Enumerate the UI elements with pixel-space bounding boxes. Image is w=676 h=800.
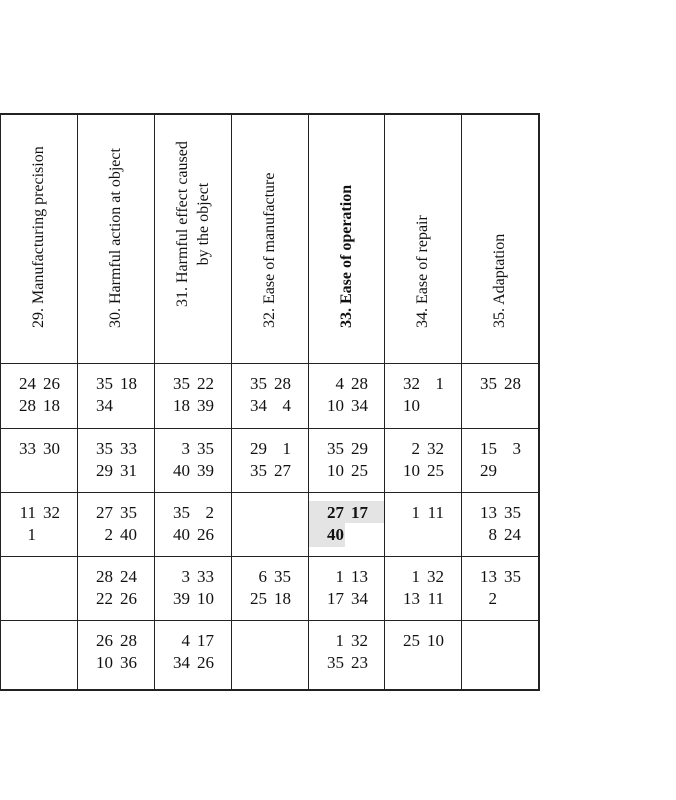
matrix-cell-number: 18 [43, 396, 60, 415]
matrix-cell-number: 10 [403, 396, 420, 415]
matrix-cell-number: 2 [104, 525, 113, 544]
matrix-cell [77, 492, 154, 556]
matrix-cell [0, 428, 77, 492]
matrix-cell-number: 35 [96, 439, 113, 458]
matrix-cell-number: 8 [488, 525, 497, 544]
matrix-cell-number: 17 [327, 589, 344, 608]
matrix-cell [308, 428, 384, 492]
matrix-cell-number: 18 [120, 374, 137, 393]
column-header [231, 113, 308, 363]
column-header [308, 113, 384, 363]
matrix-cell-number: 1 [411, 567, 420, 586]
matrix-cell-number: 28 [351, 374, 368, 393]
column-header-label [28, 146, 49, 328]
matrix-cell-number: 39 [197, 396, 214, 415]
matrix-cell-number: 32 [403, 374, 420, 393]
matrix-cell-number: 35 [96, 374, 113, 393]
matrix-cell [154, 620, 231, 686]
column-header-line: 30. Harmful action at object [107, 148, 124, 328]
matrix-cell-number: 24 [504, 525, 521, 544]
matrix-cell-number: 2 [411, 439, 420, 458]
matrix-cell-number: 18 [274, 589, 291, 608]
matrix-cell-number: 32 [427, 567, 444, 586]
column-header-label [489, 234, 510, 328]
column-header [154, 113, 231, 363]
matrix-cell-number: 28 [19, 396, 36, 415]
matrix-cell [231, 428, 308, 492]
matrix-cell-number: 25 [403, 631, 420, 650]
matrix-cell-number: 40 [173, 525, 190, 544]
matrix-cell-number: 28 [120, 631, 137, 650]
column-header [384, 113, 461, 363]
matrix-cell-number: 39 [197, 461, 214, 480]
matrix-cell [384, 363, 461, 428]
matrix-cell-number: 1 [411, 503, 420, 522]
matrix-cell-number: 40 [173, 461, 190, 480]
column-header-label [336, 185, 357, 328]
matrix-cell-number: 3 [181, 567, 190, 586]
matrix-cell [231, 620, 308, 686]
matrix-cell-number: 17 [351, 503, 368, 522]
matrix-cell [308, 363, 384, 428]
column-header [461, 113, 537, 363]
column-header-line: 32. Ease of manufacture [261, 172, 278, 328]
column-header [77, 113, 154, 363]
matrix-cell [384, 620, 461, 686]
matrix-cell-number: 35 [173, 374, 190, 393]
matrix-cell-number: 26 [96, 631, 113, 650]
matrix-cell-number: 10 [197, 589, 214, 608]
matrix-cell-number: 34 [96, 396, 113, 415]
matrix-cell-number: 26 [120, 589, 137, 608]
matrix-cell-number: 28 [274, 374, 291, 393]
matrix-cell [231, 556, 308, 620]
matrix-cell-number: 23 [351, 653, 368, 672]
matrix-cell-number: 3 [512, 439, 521, 458]
matrix-cell-number: 34 [250, 396, 267, 415]
matrix-cell-number: 35 [250, 374, 267, 393]
matrix-cell-number: 33 [197, 567, 214, 586]
matrix-cell-number: 25 [427, 461, 444, 480]
matrix-cell [461, 428, 537, 492]
matrix-cell-number: 13 [480, 567, 497, 586]
matrix-cell-number: 33 [120, 439, 137, 458]
matrix-cell-number: 27 [96, 503, 113, 522]
matrix-cell-number: 29 [96, 461, 113, 480]
matrix-cell-number: 28 [96, 567, 113, 586]
column-header-label [259, 173, 280, 328]
matrix-cell-number: 18 [173, 396, 190, 415]
matrix-cell-number: 1 [282, 439, 291, 458]
matrix-cell [77, 428, 154, 492]
matrix-cell [0, 620, 77, 686]
matrix-cell-number: 35 [504, 503, 521, 522]
matrix-cell [231, 363, 308, 428]
matrix-cell-number: 10 [327, 461, 344, 480]
matrix-cell [308, 492, 384, 556]
matrix-cell [384, 428, 461, 492]
matrix-cell-number: 10 [96, 653, 113, 672]
matrix-cell-number: 11 [19, 503, 36, 522]
column-header [0, 113, 77, 363]
column-header-line: 33. Ease of operation [337, 184, 355, 328]
matrix-cell-number: 32 [427, 439, 444, 458]
column-header-line: 29. Manufacturing precision [30, 146, 47, 328]
matrix-cell-number: 11 [427, 589, 444, 608]
matrix-cell-number: 32 [43, 503, 60, 522]
matrix-cell-number: 35 [120, 503, 137, 522]
matrix-cell-number: 22 [197, 374, 214, 393]
matrix-cell-number: 29 [480, 461, 497, 480]
matrix-cell-number: 1 [435, 374, 444, 393]
matrix-cell [154, 492, 231, 556]
matrix-cell-number: 24 [120, 567, 137, 586]
matrix-cell-number: 24 [19, 374, 36, 393]
matrix-cell-number: 10 [427, 631, 444, 650]
matrix-cell-number: 29 [250, 439, 267, 458]
matrix-cell-number: 13 [403, 589, 420, 608]
matrix-cell-number: 4 [335, 374, 344, 393]
matrix-cell-number: 10 [327, 396, 344, 415]
matrix-cell-number: 26 [197, 653, 214, 672]
matrix-cell-number: 13 [351, 567, 368, 586]
matrix-cell [461, 556, 537, 620]
matrix-cell-number: 10 [403, 461, 420, 480]
matrix-cell [308, 556, 384, 620]
matrix-cell-number: 6 [258, 567, 267, 586]
matrix-cell-number: 35 [504, 567, 521, 586]
column-header-line: 34. Ease of repair [414, 215, 431, 328]
matrix-cell-number: 13 [480, 503, 497, 522]
matrix-cell [0, 556, 77, 620]
matrix-cell-number: 35 [274, 567, 291, 586]
matrix-cell-number: 35 [250, 461, 267, 480]
matrix-cell-number: 35 [327, 439, 344, 458]
matrix-cell [77, 363, 154, 428]
matrix-cell-number: 40 [327, 525, 344, 544]
matrix-cell-number: 15 [480, 439, 497, 458]
matrix-cell [308, 620, 384, 686]
matrix-cell [0, 492, 77, 556]
matrix-cell-number: 29 [351, 439, 368, 458]
matrix-cell-number: 35 [327, 653, 344, 672]
matrix-cell-number: 22 [96, 589, 113, 608]
matrix-cell-number: 36 [120, 653, 137, 672]
matrix-cell [384, 556, 461, 620]
matrix-cell-number: 34 [173, 653, 190, 672]
matrix-cell [461, 363, 537, 428]
matrix-cell-number: 4 [181, 631, 190, 650]
matrix-cell-number: 34 [351, 589, 368, 608]
matrix-cell [461, 620, 537, 686]
matrix-cell-number: 35 [480, 374, 497, 393]
matrix-cell-number: 26 [197, 525, 214, 544]
matrix-cell [154, 556, 231, 620]
matrix-cell-number: 1 [335, 567, 344, 586]
matrix-cell-number: 3 [181, 439, 190, 458]
matrix-cell-number: 17 [197, 631, 214, 650]
matrix-cell [231, 492, 308, 556]
matrix-cell-number: 30 [43, 439, 60, 458]
column-header-line: by the object [194, 182, 212, 266]
contradiction-matrix-table [0, 113, 539, 689]
matrix-cell-number: 1 [27, 525, 36, 544]
matrix-cell-number: 27 [327, 503, 344, 522]
matrix-cell-number: 2 [488, 589, 497, 608]
column-header-label [172, 141, 214, 307]
matrix-cell [384, 492, 461, 556]
column-header-label [105, 148, 126, 328]
matrix-cell-number: 11 [427, 503, 444, 522]
matrix-cell-number: 25 [250, 589, 267, 608]
matrix-cell-number: 32 [351, 631, 368, 650]
matrix-cell-number: 34 [351, 396, 368, 415]
matrix-cell-number: 4 [282, 396, 291, 415]
column-header-line: 31. Harmful effect caused [173, 141, 191, 307]
matrix-cell-number: 1 [335, 631, 344, 650]
matrix-cell-number: 33 [19, 439, 36, 458]
column-header-label [412, 215, 433, 328]
matrix-cell-number: 27 [274, 461, 291, 480]
matrix-cell [154, 363, 231, 428]
matrix-cell [0, 363, 77, 428]
matrix-cell [77, 620, 154, 686]
matrix-cell-number: 31 [120, 461, 137, 480]
matrix-cell-number: 25 [351, 461, 368, 480]
matrix-cell-number: 35 [197, 439, 214, 458]
matrix-cell-number: 35 [173, 503, 190, 522]
matrix-cell-number: 40 [120, 525, 137, 544]
matrix-cell-number: 2 [205, 503, 214, 522]
matrix-cell-number: 28 [504, 374, 521, 393]
matrix-cell-number: 39 [173, 589, 190, 608]
matrix-cell [461, 492, 537, 556]
matrix-cell [154, 428, 231, 492]
matrix-cell-number: 26 [43, 374, 60, 393]
column-header-line: 35. Adaptation [490, 233, 508, 328]
matrix-cell [77, 556, 154, 620]
